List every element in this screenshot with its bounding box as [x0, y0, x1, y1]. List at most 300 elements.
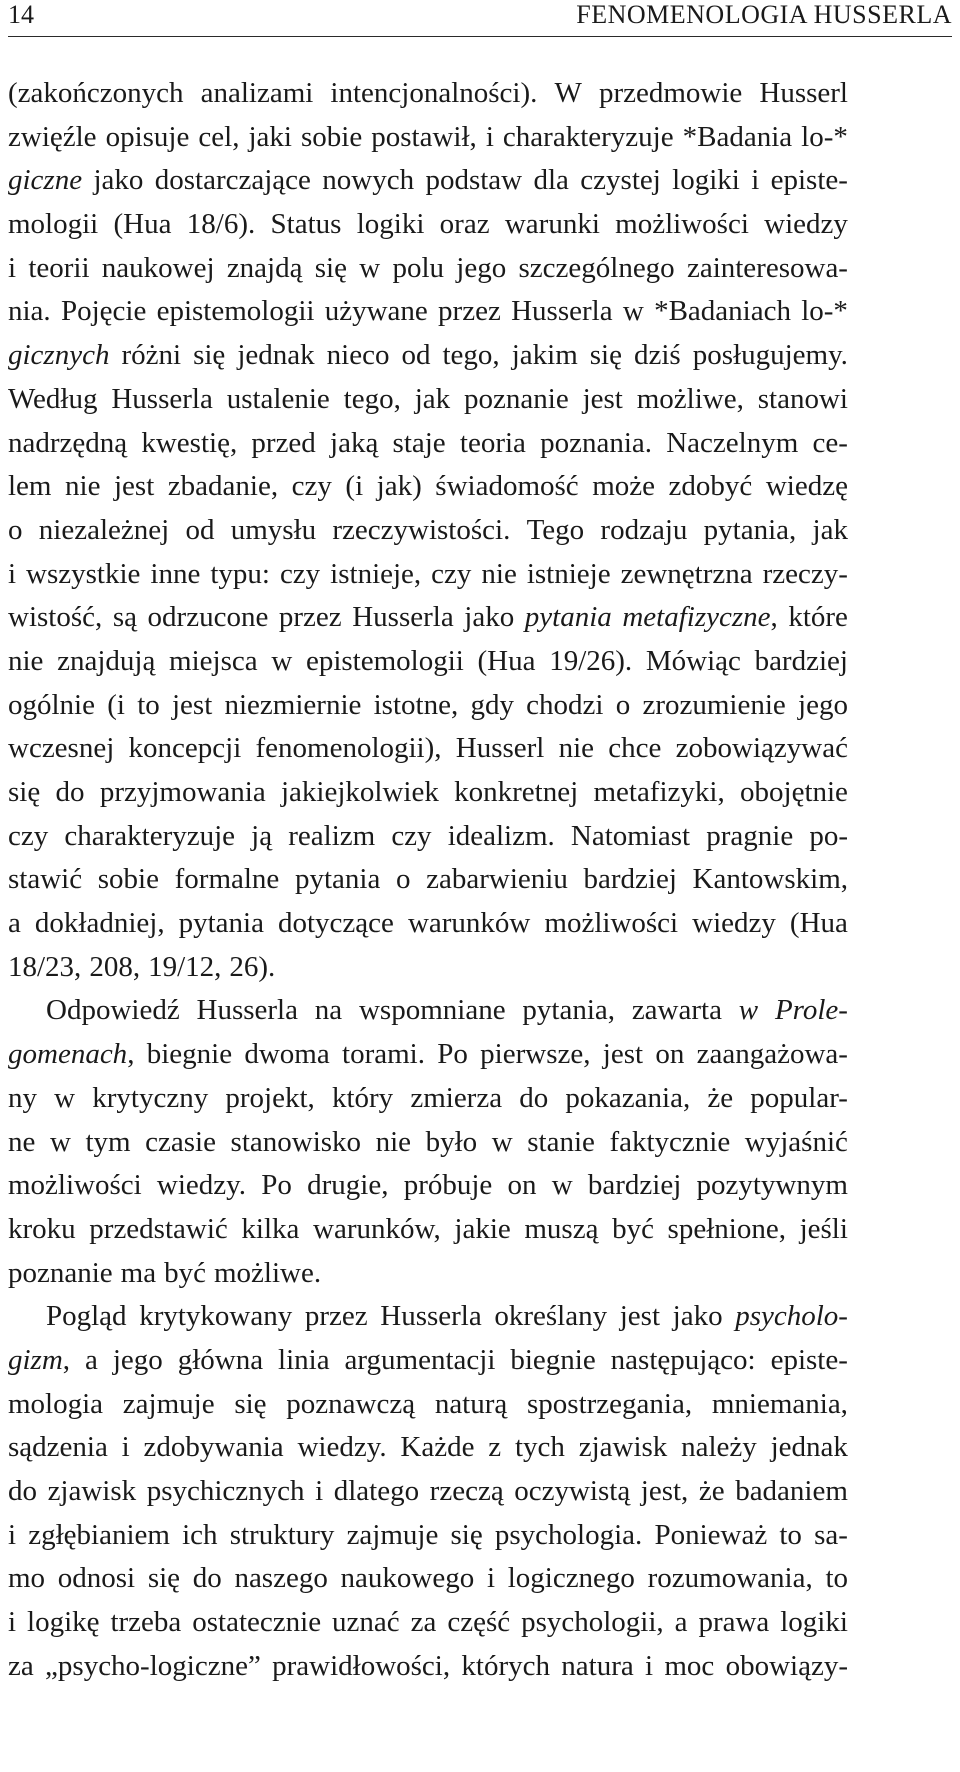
word: jednak — [237, 339, 315, 372]
word: naszego — [234, 1562, 328, 1595]
word: znajdą — [226, 251, 303, 284]
text-line — [8, 684, 848, 728]
word: jako — [672, 1300, 723, 1333]
word: naukowego — [340, 1562, 475, 1595]
text-line — [8, 1514, 848, 1558]
word: postawił, — [371, 120, 477, 153]
text-line — [8, 640, 848, 684]
word: Prole- — [774, 994, 848, 1027]
word: po- — [809, 819, 848, 852]
word: nieco — [326, 339, 390, 372]
word: ogólnie — [8, 688, 95, 721]
word: i — [315, 1475, 324, 1507]
word: było — [425, 1125, 478, 1158]
word: rozumowania, — [647, 1562, 813, 1595]
word: czystej — [580, 164, 661, 197]
word: stanie — [527, 1125, 595, 1158]
word: i — [8, 1518, 17, 1551]
word: psychologia. — [494, 1518, 643, 1551]
word: jak — [414, 382, 451, 415]
body-text — [8, 72, 848, 1688]
word: pozytywnym — [696, 1169, 848, 1202]
word: istotne, — [373, 688, 459, 721]
word: nowych — [322, 164, 415, 197]
word: giczne — [8, 164, 83, 197]
text-line — [8, 553, 848, 597]
word: następująco: — [610, 1343, 756, 1376]
word: ostatecznie — [192, 1606, 322, 1639]
word: odnosi — [57, 1562, 136, 1595]
word: ce- — [812, 426, 848, 459]
word: staje — [392, 426, 446, 459]
word: określany — [494, 1300, 608, 1333]
word: naukowej — [101, 251, 215, 284]
word: metafizyczne, — [622, 601, 778, 634]
word: struktury — [229, 1518, 335, 1551]
word: typu: — [210, 557, 270, 590]
running-title: FENOMENOLOGIA HUSSERLA — [576, 0, 952, 29]
word: dotyczące — [278, 907, 394, 940]
word: (zakończonych — [8, 77, 184, 109]
text-line — [8, 465, 848, 509]
word: w — [54, 1081, 76, 1114]
word: w — [49, 1125, 71, 1158]
word: czy — [291, 470, 332, 503]
word: zajmuje — [122, 1387, 215, 1420]
word: wspomniane — [358, 994, 506, 1027]
word: należy — [681, 1431, 757, 1464]
word: Husserla — [352, 601, 454, 634]
text-line — [8, 1339, 848, 1383]
word: miejsca — [169, 644, 258, 677]
word: Pojęcie — [60, 295, 147, 328]
word: Husserl — [455, 732, 545, 765]
word: *Badania — [682, 120, 793, 153]
word: to — [825, 1562, 848, 1595]
word: wistość, — [8, 601, 103, 634]
word: ją — [251, 819, 273, 852]
word: Natomiast — [570, 819, 691, 852]
word: jednak — [770, 1431, 848, 1464]
word: wiedzy — [692, 907, 776, 940]
word: jest — [602, 1038, 644, 1071]
word: przez — [438, 295, 501, 328]
word: pytania — [524, 601, 612, 634]
word: dokładniej, — [34, 907, 165, 940]
word: charakteryzuje — [64, 819, 236, 852]
word: od — [401, 339, 431, 372]
word: który — [331, 1081, 394, 1114]
word: od — [185, 513, 215, 546]
word: zaangażowa- — [696, 1038, 848, 1071]
word: episte- — [770, 1343, 848, 1376]
word: być — [164, 1256, 206, 1289]
word: a — [85, 1343, 98, 1376]
word: za — [410, 1606, 437, 1639]
word: za — [8, 1649, 34, 1682]
word: Husserla — [111, 382, 213, 415]
word: sobie — [301, 120, 363, 153]
word: 18/23, — [8, 950, 82, 983]
word: i — [485, 120, 494, 153]
word: do — [8, 1475, 37, 1507]
text-line — [8, 858, 848, 902]
word: jak) — [376, 470, 422, 503]
word: Kantowskim, — [692, 863, 848, 896]
word: badaniem — [735, 1475, 848, 1507]
word: sa- — [814, 1518, 848, 1551]
word: sobie — [97, 863, 159, 896]
word: jaką — [330, 426, 379, 459]
word: oczywistą — [514, 1475, 631, 1507]
text-line — [8, 1295, 848, 1339]
word: różni — [121, 339, 182, 372]
word: i — [8, 251, 17, 284]
word: niezmiernie — [224, 688, 362, 721]
word: poznania. — [540, 426, 653, 459]
word: jego — [798, 688, 848, 721]
word: cel, — [198, 120, 240, 153]
word: nia. — [8, 295, 51, 328]
word: znajdują — [57, 644, 156, 677]
word: pytania, — [703, 513, 797, 546]
word: psychologii, — [521, 1606, 664, 1639]
word: do — [55, 776, 85, 808]
word: zrozumienie — [642, 688, 786, 721]
word: czy — [431, 557, 472, 590]
word: Ponieważ — [654, 1518, 768, 1551]
word: przez — [304, 1300, 368, 1333]
word: 18/6). — [186, 208, 256, 241]
word: jest — [619, 1300, 661, 1333]
word: idealizm. — [447, 819, 555, 852]
text-line — [8, 902, 848, 946]
word: teoria — [459, 426, 526, 459]
text-line — [8, 727, 848, 771]
word: kwestię, — [141, 426, 238, 459]
word: tych — [514, 1431, 565, 1464]
word: natura — [561, 1649, 634, 1682]
word: W — [554, 77, 582, 109]
word: (i — [107, 688, 125, 721]
word: teorii — [28, 251, 90, 284]
word: mologii — [8, 208, 99, 241]
word: rodzaju — [600, 513, 688, 546]
word: Odpowiedź — [46, 994, 180, 1027]
word: przedmowie — [598, 77, 743, 109]
word: pytania, — [522, 994, 615, 1027]
word: pierwsze, — [480, 1038, 591, 1071]
word: on — [507, 1169, 537, 1202]
word: być — [612, 1212, 654, 1245]
word: się — [234, 1387, 267, 1420]
word: logiki — [780, 1606, 848, 1639]
word: Po — [261, 1169, 292, 1202]
word: Tego — [526, 513, 585, 546]
word: drugie, — [307, 1169, 389, 1202]
word: wiedzy. — [156, 1169, 247, 1202]
word: wszystkie — [26, 557, 141, 590]
text-line — [8, 116, 848, 160]
word: pokazania, — [565, 1081, 691, 1114]
word: że — [698, 1475, 725, 1507]
word: ne — [8, 1125, 36, 1158]
text-line — [8, 596, 848, 640]
word: jego — [456, 251, 507, 284]
word: Husserla — [511, 295, 613, 328]
word: logikę — [27, 1606, 100, 1639]
word: jakim — [511, 339, 578, 372]
word: ich — [182, 1518, 218, 1551]
word: chodzi — [526, 688, 604, 721]
word: warunków — [407, 907, 531, 940]
word: czasie — [145, 1125, 216, 1158]
text-line — [8, 509, 848, 553]
word: lem — [8, 470, 52, 503]
word: psychicznych — [146, 1475, 305, 1507]
text-line — [8, 1252, 848, 1296]
word: to — [137, 688, 160, 721]
word: „psycho-logiczne” — [45, 1649, 261, 1682]
text-line — [8, 334, 848, 378]
word: przed — [251, 426, 316, 459]
word: jako — [464, 601, 515, 634]
word: nadrzędną — [8, 426, 128, 459]
word: bardziej — [583, 863, 677, 896]
word: formalne — [174, 863, 280, 896]
word: uznać — [332, 1606, 400, 1639]
word: jego — [112, 1343, 163, 1376]
word: rzeczą — [429, 1475, 504, 1507]
text-line — [8, 159, 848, 203]
text-line — [8, 1601, 848, 1645]
word: stanowi — [757, 382, 848, 415]
word: jeśli — [799, 1212, 848, 1245]
word: zdobywania — [143, 1431, 284, 1464]
word: w — [359, 251, 381, 284]
word: dziś — [634, 339, 681, 372]
word: o — [8, 513, 23, 546]
word: się — [193, 339, 226, 372]
word: przez — [278, 601, 342, 634]
word: pytania — [178, 907, 264, 940]
word: i — [486, 1562, 495, 1595]
word: 19/12, — [148, 950, 222, 983]
text-line — [8, 1645, 848, 1689]
word: bardziej — [587, 1169, 682, 1202]
word: jest — [582, 382, 623, 415]
text-line — [8, 422, 848, 466]
word: prawa — [698, 1606, 770, 1639]
word: (Hua — [789, 907, 848, 940]
word: część — [447, 1606, 511, 1639]
word: spełnione, — [667, 1212, 786, 1245]
word: istnieje — [526, 557, 611, 590]
word: logiki — [356, 208, 425, 241]
word: wczesnej — [8, 732, 115, 765]
word: linia — [278, 1343, 330, 1376]
word: fenomenologii), — [255, 732, 442, 765]
word: próbuje — [403, 1169, 493, 1202]
word: zbadanie, — [167, 470, 279, 503]
word: mologia — [8, 1387, 104, 1420]
text-line — [8, 771, 848, 815]
word: 26). — [229, 950, 276, 983]
text-line — [8, 378, 848, 422]
word: Husserl — [759, 77, 848, 109]
word: wyjaśnić — [744, 1125, 848, 1158]
word: to — [779, 1518, 802, 1551]
word: ny — [8, 1081, 37, 1114]
word: gicznych — [8, 339, 110, 372]
word: biegnie — [146, 1038, 233, 1071]
word: nie — [375, 1125, 412, 1158]
word: zgłębianiem — [28, 1518, 170, 1551]
word: w — [551, 1169, 573, 1202]
word: główna — [177, 1343, 264, 1376]
word: i — [8, 557, 17, 590]
word: 19/26). — [549, 644, 633, 677]
word: mniemania, — [711, 1387, 848, 1420]
word: zabarwieniu — [426, 863, 568, 896]
word: inne — [150, 557, 201, 590]
word: nie — [65, 470, 101, 503]
word: dwoma — [244, 1038, 330, 1071]
text-line — [8, 1033, 848, 1077]
word: zewnętrzna — [620, 557, 753, 590]
word: że — [707, 1081, 734, 1114]
word: Mówiąc — [645, 644, 741, 677]
word: przedstawić — [89, 1212, 228, 1245]
word: się — [450, 1518, 483, 1551]
word: niezależnej — [38, 513, 170, 546]
text-line — [8, 247, 848, 291]
word: poznanie — [8, 1256, 113, 1289]
word: mo — [8, 1562, 46, 1595]
text-line — [8, 1121, 848, 1165]
word: nie — [8, 644, 44, 677]
word: trzeba — [110, 1606, 182, 1639]
word: może — [592, 470, 656, 503]
word: i — [645, 1649, 654, 1682]
text-line — [8, 946, 848, 990]
word: możliwości — [544, 907, 679, 940]
word: jak — [812, 513, 848, 546]
word: nie — [558, 732, 595, 765]
word: zjawisk — [47, 1475, 137, 1507]
word: zjawisk — [578, 1431, 668, 1464]
word: epistemologii — [305, 644, 464, 677]
word: krytyczny — [92, 1081, 209, 1114]
word: Naczelnym — [666, 426, 799, 459]
word: używane — [324, 295, 428, 328]
word: prawidłowości, — [272, 1649, 451, 1682]
text-line — [8, 1164, 848, 1208]
word: ustalenie — [226, 382, 330, 415]
word: jakie — [454, 1212, 511, 1245]
word: torami. — [342, 1038, 425, 1071]
word: możliwości — [615, 208, 749, 241]
word: których — [461, 1649, 550, 1682]
word: są — [112, 601, 137, 634]
text-line — [8, 290, 848, 334]
word: możliwości — [8, 1169, 142, 1202]
word: kroku — [8, 1212, 76, 1245]
word: zajmuje — [346, 1518, 439, 1551]
text-line — [8, 203, 848, 247]
word: Po — [437, 1038, 468, 1071]
word: zwięźle — [8, 120, 97, 153]
word: podstaw — [425, 164, 523, 197]
word: biegnie — [510, 1343, 596, 1376]
word: się — [8, 776, 41, 808]
word: dlatego — [333, 1475, 420, 1507]
text-line — [8, 989, 848, 1033]
word: Status — [270, 208, 342, 241]
word: lo-* — [801, 120, 848, 153]
word: szczególnego — [518, 251, 675, 284]
word: kilka — [241, 1212, 300, 1245]
word: jakiejkolwiek — [281, 776, 439, 808]
text-line — [8, 1470, 848, 1514]
word: spostrzegania, — [527, 1387, 693, 1420]
word: tym — [85, 1125, 131, 1158]
word: istnieje, — [330, 557, 422, 590]
word: możliwe, — [636, 382, 744, 415]
word: a — [674, 1606, 688, 1639]
word: stanowisko — [230, 1125, 362, 1158]
word: analizami — [200, 77, 314, 109]
word: gdy — [470, 688, 514, 721]
word: opisuje — [105, 120, 190, 153]
text-line — [8, 1077, 848, 1121]
word: do — [192, 1562, 222, 1595]
word: i — [121, 1431, 130, 1464]
word: jako — [93, 164, 144, 197]
word: z — [488, 1431, 502, 1464]
word: wiedzę — [765, 470, 848, 503]
word: Każde — [400, 1431, 475, 1464]
word: w — [491, 1125, 513, 1158]
word: epistemologii — [156, 295, 315, 328]
word: chce — [608, 732, 662, 765]
word: rzeczy- — [762, 557, 848, 590]
word: które — [788, 601, 848, 634]
word: poznanie — [464, 382, 569, 415]
word: na — [314, 994, 343, 1027]
word: o — [615, 688, 631, 721]
word: wiedzy — [764, 208, 848, 241]
word: stawić — [8, 863, 83, 896]
word: logicznego — [507, 1562, 635, 1595]
word: poznawczą — [286, 1387, 416, 1420]
word: i — [8, 1606, 17, 1639]
word: argumentacji — [344, 1343, 496, 1376]
word: o — [395, 863, 411, 896]
word: się — [589, 339, 622, 372]
word: Husserla — [380, 1300, 482, 1333]
word: intencjonalności). — [330, 77, 538, 109]
word: muszą — [524, 1212, 599, 1245]
word: (Hua — [113, 208, 172, 241]
text-line — [8, 815, 848, 859]
word: psycholo- — [735, 1300, 848, 1333]
word: ma — [120, 1256, 157, 1289]
word: moc — [664, 1649, 715, 1682]
word: Pogląd — [46, 1300, 127, 1333]
word: czy — [391, 819, 432, 852]
word: rzeczywistości. — [332, 513, 511, 546]
